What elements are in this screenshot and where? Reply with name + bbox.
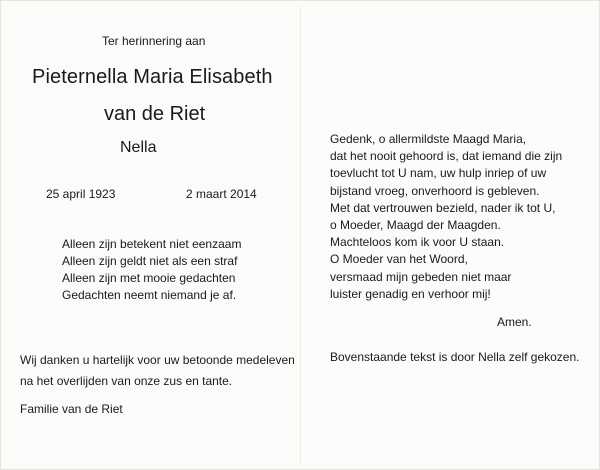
prayer-line: o Moeder, Maagd der Maagden. — [330, 218, 501, 233]
prayer-line: toevlucht tot U nam, uw hulp inriep of uw — [330, 166, 547, 181]
prayer-line: Gedenk, o allermildste Maagd Maria, — [330, 132, 527, 146]
birth-date: 25 april 1923 — [46, 187, 116, 201]
prayer-line: O Moeder van het Woord, — [330, 252, 468, 267]
prayer-line: luister genadig en verhoor mij! — [330, 286, 491, 301]
thanks-message — [20, 350, 295, 392]
deceased-nickname: Nella — [120, 139, 157, 156]
intro-text: Ter herinnering aan — [102, 34, 206, 48]
family-signature: Familie van de Riet — [20, 402, 123, 416]
prayer-line: bijstand vroeg, onverhoord is gebleven. — [330, 183, 540, 198]
prayer-line: Machteloos kom ik voor U staan. — [330, 235, 505, 250]
prayer-line: dat het nooit gehoord is, dat iemand die zijn — [330, 149, 563, 164]
thanks-line: Wij danken u hartelijk voor uw betoonde medeleven — [20, 353, 295, 367]
prayer-line: Met dat vertrouwen bezield, nader ik tot U, — [330, 200, 556, 215]
poem-line: Alleen zijn betekent niet eenzaam — [62, 237, 242, 251]
poem — [62, 236, 241, 304]
card-fold-divider — [300, 6, 301, 464]
poem-line: Alleen zijn geldt niet als een straf — [62, 254, 238, 268]
prayer-line: versmaad mijn gebeden niet maar — [330, 269, 512, 284]
text-choice-note: Bovenstaande tekst is door Nella zelf gekozen. — [330, 350, 580, 364]
prayer-amen: Amen. — [497, 315, 532, 329]
death-date: 2 maart 2014 — [186, 187, 257, 201]
poem-line: Gedachten neemt niemand je af. — [62, 288, 237, 302]
thanks-line: na het overlijden van onze zus en tante. — [20, 374, 233, 388]
poem-line: Alleen zijn met mooie gedachten — [62, 271, 236, 285]
deceased-name-line1: Pieternella Maria Elisabeth — [32, 66, 273, 88]
deceased-name-line2: van de Riet — [104, 103, 206, 125]
prayer-text — [330, 131, 562, 303]
